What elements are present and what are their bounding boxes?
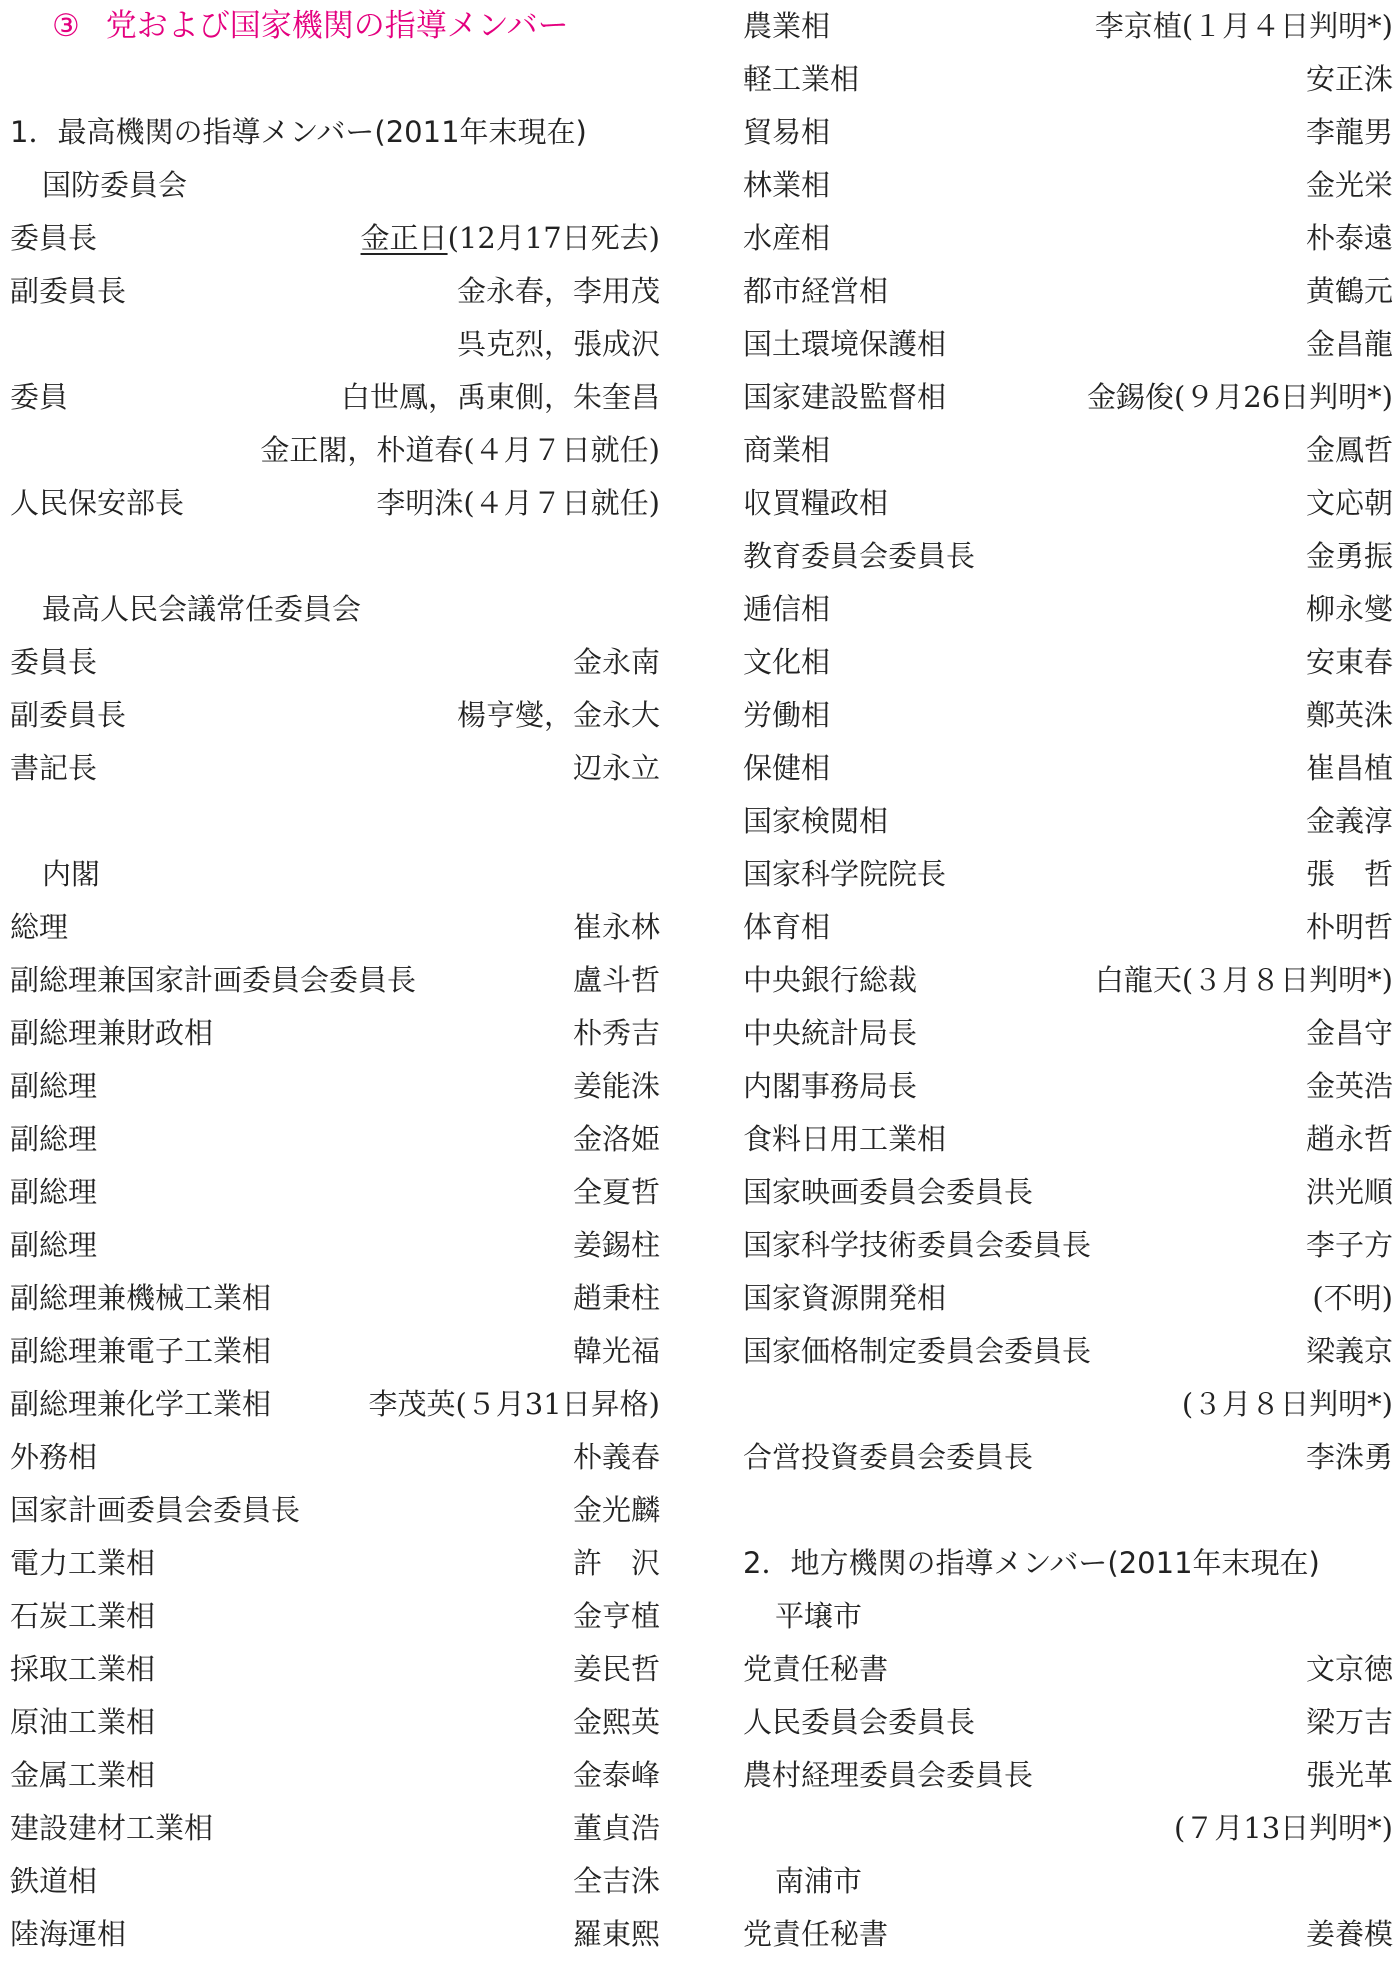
post-label: 水産相 bbox=[743, 221, 831, 255]
person-name: 柳永燮 bbox=[1305, 592, 1393, 626]
post-label: 党責任秘書 bbox=[743, 1652, 889, 1686]
table-row bbox=[10, 1007, 660, 1060]
person-name: 董貞浩 bbox=[572, 1811, 660, 1845]
person-name: 梁万吉 bbox=[1305, 1705, 1393, 1739]
table-row bbox=[10, 1166, 660, 1219]
person-name: 金勇振 bbox=[1305, 539, 1393, 573]
table-row bbox=[743, 1749, 1393, 1802]
post-label: 副総理兼財政相 bbox=[10, 1016, 214, 1050]
ndc-heading: 国防委員会 bbox=[42, 168, 188, 202]
section1-heading: 1．最高機関の指導メンバー(2011年末現在) bbox=[10, 115, 587, 149]
person-name: 鄭英洙 bbox=[1305, 698, 1393, 732]
post-label: 国家資源開発相 bbox=[743, 1281, 947, 1315]
person-name: 梁義京 bbox=[1305, 1334, 1393, 1368]
cabinet-heading: 内閣 bbox=[42, 857, 101, 891]
table-row bbox=[10, 1219, 660, 1272]
table-row bbox=[743, 106, 1393, 159]
table-row bbox=[743, 530, 1393, 583]
post-label: 陸海運相 bbox=[10, 1917, 127, 1951]
person-name: 姜養模 bbox=[1305, 1917, 1393, 1951]
post-label: 石炭工業相 bbox=[10, 1599, 156, 1633]
post-label: 副総理 bbox=[10, 1122, 98, 1156]
table-row bbox=[10, 1802, 660, 1855]
post-label: 副総理兼化学工業相 bbox=[10, 1387, 272, 1421]
ndc-member-row: 委員 白世鳳，禹東側，朱奎昌 bbox=[10, 380, 660, 414]
post-label: 国家計画委員会委員長 bbox=[10, 1493, 301, 1527]
person-name: 黄鶴元 bbox=[1305, 274, 1393, 308]
person-name: 洪光順 bbox=[1305, 1175, 1393, 1209]
spa-secretary-row: 書記長 辺永立 bbox=[10, 751, 660, 785]
person-name: 金亨植 bbox=[572, 1599, 660, 1633]
post-label: 副総理兼国家計画委員会委員長 bbox=[10, 963, 417, 997]
person-name: 金光麟 bbox=[572, 1493, 660, 1527]
table-row bbox=[743, 318, 1393, 371]
table-row bbox=[10, 1325, 660, 1378]
post-label: 食料日用工業相 bbox=[743, 1122, 947, 1156]
post-label: 逓信相 bbox=[743, 592, 831, 626]
person-name: 張 哲 bbox=[1305, 857, 1393, 891]
table-row bbox=[743, 371, 1393, 424]
post-label: 貿易相 bbox=[743, 115, 831, 149]
table-row bbox=[743, 954, 1393, 1007]
table-row bbox=[743, 477, 1393, 530]
post-label: 国家建設監督相 bbox=[743, 380, 947, 414]
person-name: 韓光福 bbox=[572, 1334, 660, 1368]
table-row bbox=[743, 742, 1393, 795]
post-label: 国家科学院院長 bbox=[743, 857, 947, 891]
post-label: 総理 bbox=[10, 910, 69, 944]
post-label: 副総理 bbox=[10, 1228, 98, 1262]
person-name: 文京徳 bbox=[1305, 1652, 1393, 1686]
table-row bbox=[743, 795, 1393, 848]
person-name: 金熙英 bbox=[572, 1705, 660, 1739]
person-name: 金鳳哲 bbox=[1305, 433, 1393, 467]
post-label: 副総理兼機械工業相 bbox=[10, 1281, 272, 1315]
post-label: 電力工業相 bbox=[10, 1546, 156, 1580]
person-name: 金錫俊(９月26日判明*) bbox=[1086, 380, 1393, 414]
person-name: 全吉洙 bbox=[572, 1864, 660, 1898]
table-row bbox=[743, 1643, 1393, 1696]
table-row bbox=[10, 1113, 660, 1166]
post-label: 人民委員会委員長 bbox=[743, 1705, 976, 1739]
person-name: 姜民哲 bbox=[572, 1652, 660, 1686]
post-label: 保健相 bbox=[743, 751, 831, 785]
table-row bbox=[743, 159, 1393, 212]
person-name: (不明) bbox=[1312, 1281, 1393, 1315]
post-label: 国家映画委員会委員長 bbox=[743, 1175, 1034, 1209]
post-label: 国家検閲相 bbox=[743, 804, 889, 838]
post-label: 党責任秘書 bbox=[743, 1917, 889, 1951]
person-name: 盧斗哲 bbox=[572, 963, 660, 997]
post-label: 体育相 bbox=[743, 910, 831, 944]
table-row bbox=[743, 1113, 1393, 1166]
table-row bbox=[10, 1272, 660, 1325]
table-row bbox=[743, 636, 1393, 689]
table-row bbox=[743, 1908, 1393, 1961]
table-row bbox=[743, 0, 1393, 53]
table-row bbox=[10, 901, 660, 954]
post-label: 鉄道相 bbox=[10, 1864, 98, 1898]
person-name: 姜能洙 bbox=[572, 1069, 660, 1103]
table-row bbox=[10, 1431, 660, 1484]
table-row bbox=[743, 1007, 1393, 1060]
post-label: 内閣事務局長 bbox=[743, 1069, 918, 1103]
table-row bbox=[743, 53, 1393, 106]
ndc-chair-row: 委員長 金正日(12月17日死去) bbox=[10, 221, 660, 255]
post-label: 文化相 bbox=[743, 645, 831, 679]
cabinet-list-left bbox=[10, 901, 660, 1961]
person-name: 安東春 bbox=[1305, 645, 1393, 679]
nampo-list bbox=[743, 1908, 1393, 1961]
table-row bbox=[743, 212, 1393, 265]
person-name: 李茂英(５月31日昇格) bbox=[368, 1387, 660, 1421]
person-name: 金光栄 bbox=[1305, 168, 1393, 202]
person-name: 金洛姫 bbox=[572, 1122, 660, 1156]
post-label: 商業相 bbox=[743, 433, 831, 467]
left-column bbox=[10, 0, 660, 1961]
post-label: 労働相 bbox=[743, 698, 831, 732]
table-row bbox=[10, 954, 660, 1007]
post-label: 副総理兼電子工業相 bbox=[10, 1334, 272, 1368]
person-name: 朴泰遠 bbox=[1305, 221, 1393, 255]
table-row bbox=[743, 1696, 1393, 1749]
post-label: 農村経理委員会委員長 bbox=[743, 1758, 1034, 1792]
post-label: 金属工業相 bbox=[10, 1758, 156, 1792]
person-name: 趙永哲 bbox=[1305, 1122, 1393, 1156]
post-label: 国土環境保護相 bbox=[743, 327, 947, 361]
cabinet-list-right bbox=[743, 0, 1393, 1378]
ndc-vice-row: 副委員長 金永春，李用茂 bbox=[10, 274, 660, 308]
table-row bbox=[743, 1060, 1393, 1113]
ndc-member-row-2: 金正閣，朴道春(４月７日就任) bbox=[260, 433, 660, 467]
post-label: 建設建材工業相 bbox=[10, 1811, 214, 1845]
post-label: 採取工業相 bbox=[10, 1652, 156, 1686]
table-row bbox=[10, 1855, 660, 1908]
post-label: 都市経営相 bbox=[743, 274, 889, 308]
ndc-security-row: 人民保安部長 李明洙(４月７日就任) bbox=[10, 486, 660, 520]
table-row bbox=[743, 583, 1393, 636]
ndc-vice-row-2: 呉克烈，張成沢 bbox=[456, 327, 660, 361]
person-name: 金泰峰 bbox=[572, 1758, 660, 1792]
table-row bbox=[10, 1643, 660, 1696]
table-row bbox=[743, 901, 1393, 954]
table-row bbox=[743, 265, 1393, 318]
title-text: 党および国家機関の指導メンバー bbox=[105, 8, 569, 44]
person-name: 金昌守 bbox=[1305, 1016, 1393, 1050]
post-label: 軽工業相 bbox=[743, 62, 860, 96]
person-name: 李子方 bbox=[1305, 1228, 1393, 1262]
post-label: 副総理 bbox=[10, 1069, 98, 1103]
table-row bbox=[10, 1378, 660, 1431]
post-label: 農業相 bbox=[743, 9, 831, 43]
person-name: 張光革 bbox=[1305, 1758, 1393, 1792]
post-label: 副総理 bbox=[10, 1175, 98, 1209]
table-row bbox=[10, 1060, 660, 1113]
price-note-row: (３月８日判明*) bbox=[1181, 1387, 1393, 1421]
person-name: 崔永林 bbox=[572, 910, 660, 944]
table-row bbox=[743, 1166, 1393, 1219]
post-label: 教育委員会委員長 bbox=[743, 539, 976, 573]
pyongyang-note-row: (７月13日判明*) bbox=[1173, 1811, 1393, 1845]
person-name: 白龍天(３月８日判明*) bbox=[1094, 963, 1393, 997]
page-title bbox=[10, 0, 660, 53]
table-row bbox=[743, 689, 1393, 742]
post-label: 中央統計局長 bbox=[743, 1016, 918, 1050]
table-row bbox=[743, 424, 1393, 477]
person-name: 文応朝 bbox=[1305, 486, 1393, 520]
person-name: 朴明哲 bbox=[1305, 910, 1393, 944]
person-name: 金英浩 bbox=[1305, 1069, 1393, 1103]
person-name: 金昌龍 bbox=[1305, 327, 1393, 361]
right-column bbox=[743, 0, 1393, 1961]
table-row bbox=[743, 1325, 1393, 1378]
title-number: ③ bbox=[52, 8, 80, 44]
joint-venture-row: 合営投資委員会委員長 李洙勇 bbox=[743, 1440, 1393, 1474]
post-label: 収買糧政相 bbox=[743, 486, 889, 520]
table-row bbox=[10, 1484, 660, 1537]
pyongyang-heading: 平壌市 bbox=[775, 1599, 863, 1633]
person-name: 朴秀吉 bbox=[572, 1016, 660, 1050]
table-row bbox=[10, 1537, 660, 1590]
person-name: 姜錫柱 bbox=[572, 1228, 660, 1262]
person-name: 許 沢 bbox=[572, 1546, 660, 1580]
spa-vice-row: 副委員長 楊亨燮，金永大 bbox=[10, 698, 660, 732]
spa-heading: 最高人民会議常任委員会 bbox=[42, 592, 362, 626]
pyongyang-list bbox=[743, 1643, 1393, 1802]
nampo-heading: 南浦市 bbox=[775, 1864, 863, 1898]
person-name: 崔昌植 bbox=[1305, 751, 1393, 785]
post-label: 中央銀行総裁 bbox=[743, 963, 918, 997]
ndc-chair-name: 金正日 bbox=[360, 221, 448, 255]
table-row bbox=[10, 1908, 660, 1961]
person-name: 羅東熙 bbox=[572, 1917, 660, 1951]
person-name: 李京植(１月４日判明*) bbox=[1094, 9, 1393, 43]
person-name: 趙秉柱 bbox=[572, 1281, 660, 1315]
person-name: 全夏哲 bbox=[572, 1175, 660, 1209]
section2-heading: 2．地方機関の指導メンバー(2011年末現在) bbox=[743, 1546, 1320, 1580]
post-label: 原油工業相 bbox=[10, 1705, 156, 1739]
post-label: 林業相 bbox=[743, 168, 831, 202]
table-row bbox=[10, 1590, 660, 1643]
person-name: 金義淳 bbox=[1305, 804, 1393, 838]
table-row bbox=[743, 848, 1393, 901]
table-row bbox=[743, 1272, 1393, 1325]
person-name: 安正洙 bbox=[1305, 62, 1393, 96]
table-row bbox=[10, 1749, 660, 1802]
person-name: 李龍男 bbox=[1305, 115, 1393, 149]
post-label: 国家価格制定委員会委員長 bbox=[743, 1334, 1092, 1368]
post-label: 外務相 bbox=[10, 1440, 98, 1474]
table-row bbox=[10, 1696, 660, 1749]
spa-chair-row: 委員長 金永南 bbox=[10, 645, 660, 679]
person-name: 朴義春 bbox=[572, 1440, 660, 1474]
post-label: 国家科学技術委員会委員長 bbox=[743, 1228, 1092, 1262]
table-row bbox=[743, 1219, 1393, 1272]
